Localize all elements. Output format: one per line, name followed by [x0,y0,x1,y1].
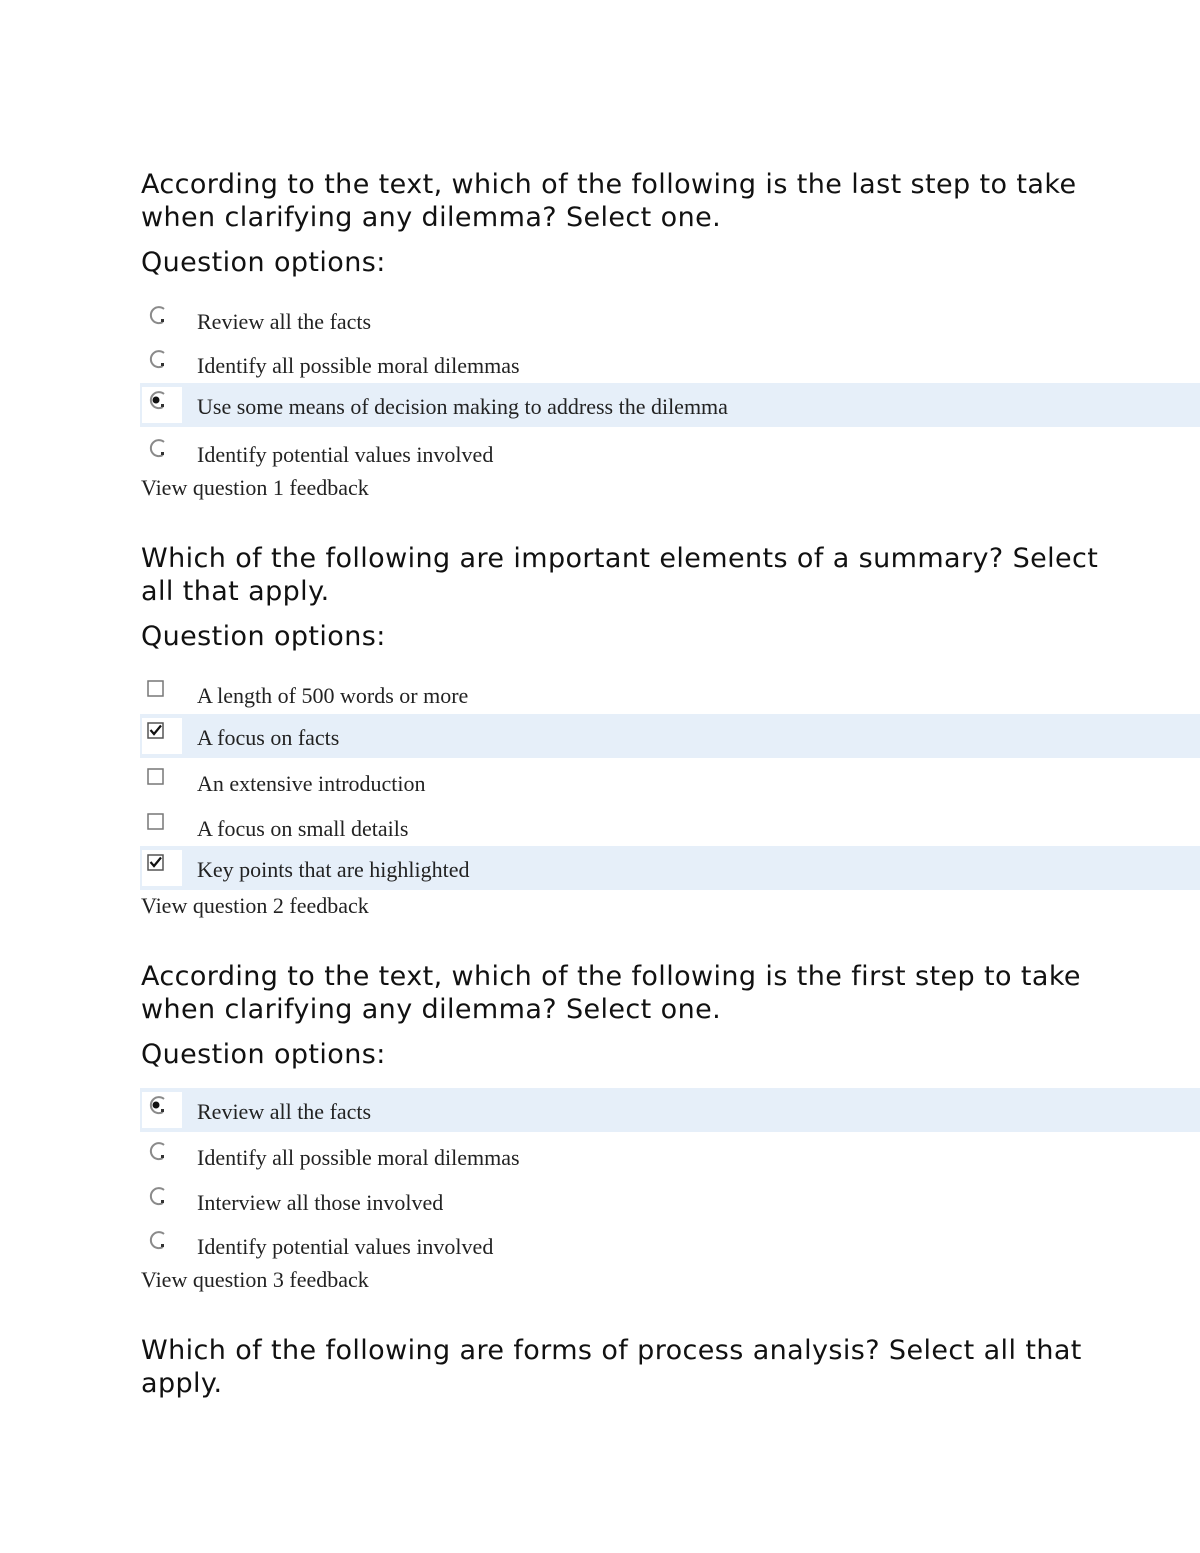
radio-selected-icon [146,389,170,413]
option-row[interactable] [140,342,1200,386]
option-row[interactable] [140,298,1200,342]
question-options-label: Question options: [141,1039,386,1070]
question-text: Which of the following are important elements of a summary? Select all that apply. [141,543,1099,607]
question-text: According to the text, which of the following is the first step to take when clarifying any dilemma? Select one. [141,961,1081,1025]
option-label: A length of 500 words or more [197,683,469,708]
radio-unselected-icon [146,348,170,372]
checkbox-checked-icon [146,852,168,874]
radio-unselected-icon [146,1229,170,1253]
radio-button[interactable] [142,1227,182,1263]
view-feedback-link[interactable]: View question 2 feedback [141,893,369,918]
radio-button[interactable] [142,1138,182,1174]
radio-button[interactable] [142,435,182,471]
question-options-label: Question options: [141,247,386,278]
radio-button[interactable] [142,387,182,423]
checkbox-unchecked-icon [146,811,168,833]
question-options-label: Question options: [141,621,386,652]
checkbox-checked-icon [146,720,168,742]
option-row-selected[interactable] [140,1088,1200,1132]
checkbox[interactable] [142,850,182,886]
option-label: Review all the facts [197,309,372,334]
checkbox-unchecked-icon [146,766,168,788]
checkbox[interactable] [142,764,182,800]
radio-unselected-icon [146,1185,170,1209]
option-row-selected[interactable] [140,846,1200,890]
option-row[interactable] [140,1179,1200,1223]
radio-button[interactable] [142,302,182,338]
option-label: A focus on small details [197,816,409,841]
option-label: Review all the facts [197,1099,372,1124]
option-row[interactable] [140,805,1200,849]
option-row[interactable] [140,431,1200,475]
radio-selected-icon [146,1094,170,1118]
question-text: According to the text, which of the following is the last step to take when clarifying any dilemma? Select one. [141,169,1077,233]
radio-button[interactable] [142,1092,182,1128]
checkbox-unchecked-icon [146,678,168,700]
option-label: Key points that are highlighted [197,857,470,882]
checkbox[interactable] [142,809,182,845]
radio-button[interactable] [142,346,182,382]
radio-button[interactable] [142,1183,182,1219]
option-label: Identify all possible moral dilemmas [197,1145,520,1170]
view-feedback-link[interactable]: View question 3 feedback [141,1267,369,1292]
option-label: An extensive introduction [197,771,426,796]
option-label: Identify potential values involved [197,1234,494,1259]
option-label: Identify potential values involved [197,442,494,467]
radio-unselected-icon [146,437,170,461]
radio-unselected-icon [146,304,170,328]
option-row-selected[interactable] [140,714,1200,758]
view-feedback-link[interactable]: View question 1 feedback [141,475,369,500]
question-text: Which of the following are forms of process analysis? Select all that apply. [141,1335,1082,1399]
checkbox[interactable] [142,676,182,712]
option-row[interactable] [140,1134,1200,1178]
radio-unselected-icon [146,1140,170,1164]
option-row[interactable] [140,760,1200,804]
option-label: Interview all those involved [197,1190,444,1215]
option-label: Use some means of decision making to address the dilemma [197,394,728,419]
option-label: Identify all possible moral dilemmas [197,353,520,378]
option-row[interactable] [140,1223,1200,1267]
option-row[interactable] [140,672,1200,716]
option-label: A focus on facts [197,725,340,750]
option-row-selected[interactable] [140,383,1200,427]
checkbox[interactable] [142,718,182,754]
